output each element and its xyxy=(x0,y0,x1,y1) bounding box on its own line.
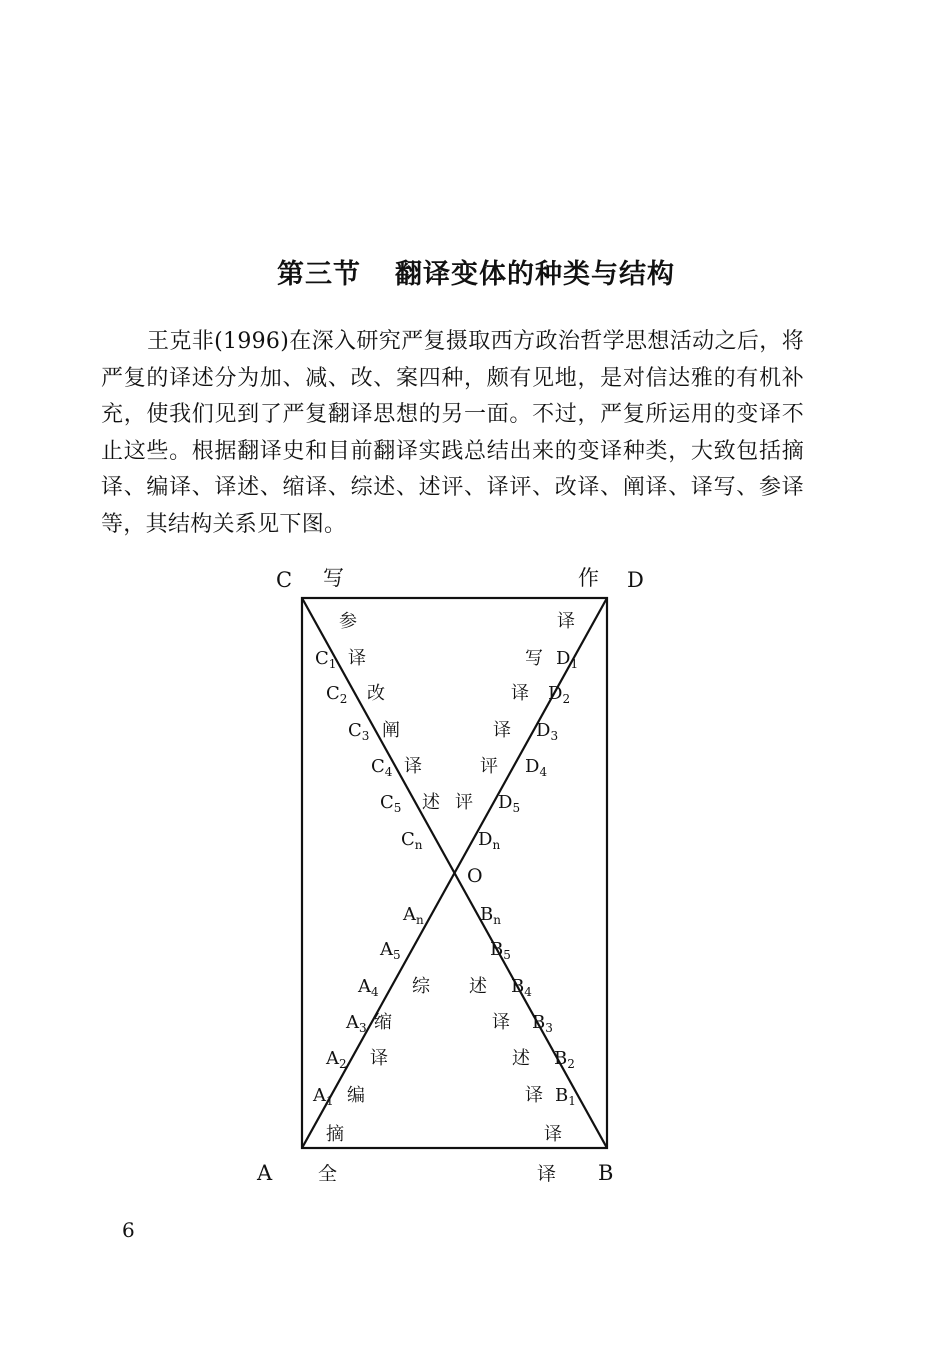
top-right-word: 作 xyxy=(578,566,599,590)
point-b5: $B_5$ xyxy=(490,939,511,962)
point-cn: $C_n$ xyxy=(401,829,423,852)
ul-word-1: 译 xyxy=(348,648,366,669)
point-d4: $D_4$ xyxy=(525,756,548,779)
lr-word-5: 译 xyxy=(544,1124,562,1145)
bottom-left-word: 全 xyxy=(318,1163,338,1185)
word-can: 参 xyxy=(339,611,357,632)
corner-d: D xyxy=(627,568,644,592)
lr-word-2: 译 xyxy=(492,1012,510,1033)
section-number: 第三节 xyxy=(277,259,361,290)
lr-word-4: 译 xyxy=(525,1085,543,1106)
ll-word-4: 编 xyxy=(347,1085,365,1106)
ur-word-2: 写 xyxy=(525,648,543,669)
point-a5: $A_5$ xyxy=(380,939,401,962)
center-o: O xyxy=(467,865,483,887)
ul-word-4: 译 xyxy=(404,756,422,777)
point-a2: $A_2$ xyxy=(326,1048,347,1071)
ur-word-4: 译 xyxy=(493,720,511,741)
lr-word-1: 述 xyxy=(469,976,487,997)
point-b4: $B_4$ xyxy=(511,976,532,999)
ul-word-5: 述 xyxy=(422,792,440,813)
page-number: 6 xyxy=(122,1218,135,1242)
point-c1: $C_1$ xyxy=(315,648,337,671)
point-c5: $C_5$ xyxy=(380,792,402,815)
point-d3: $D_3$ xyxy=(536,720,559,743)
point-c4: $C_4$ xyxy=(371,756,393,779)
body-paragraph: 王克非(1996)在深入研究严复摄取西方政治哲学思想活动之后，将严复的译述分为加、减、改、案四种，颇有见地，是对信达雅的有机补充，使我们见到了严复翻译思想的另一面。不过，严复所运用的变译不止这些。根据翻译史和目前翻译实践总结出来的变译种类，大致包括摘译、编译、译述、缩译、综述、述评、译评、改译、阐译、译写、参译等，其结构关系见下图。 xyxy=(101,329,804,537)
ur-word-1: 译 xyxy=(557,611,575,632)
section-title: 翻译变体的种类与结构 xyxy=(395,259,675,290)
ul-word-3: 阐 xyxy=(382,720,400,741)
corner-a: A xyxy=(257,1161,273,1185)
ll-word-3: 译 xyxy=(370,1048,388,1069)
point-d2: $D_2$ xyxy=(548,683,571,706)
point-b2: $B_2$ xyxy=(554,1048,575,1071)
ul-word-6: 评 xyxy=(455,792,473,813)
ll-word-5: 摘 xyxy=(326,1124,344,1145)
ll-word-1: 综 xyxy=(412,976,430,997)
ur-word-3: 译 xyxy=(511,683,529,704)
point-d1: $D_1$ xyxy=(556,648,579,671)
point-bn: $B_n$ xyxy=(480,904,501,927)
point-b3: $B_3$ xyxy=(532,1012,553,1035)
lr-word-3: 述 xyxy=(512,1048,530,1069)
ll-word-2: 缩 xyxy=(374,1012,392,1033)
point-a3: $A_3$ xyxy=(346,1012,367,1035)
point-c2: $C_2$ xyxy=(326,683,348,706)
point-d5: $D_5$ xyxy=(498,792,521,815)
point-an: $A_n$ xyxy=(403,904,424,927)
point-b1: $B_1$ xyxy=(555,1085,576,1108)
corner-b: B xyxy=(598,1161,614,1185)
corner-c: C xyxy=(276,568,293,592)
ul-word-2: 改 xyxy=(367,683,385,704)
point-a4: $A_4$ xyxy=(358,976,379,999)
point-a1: $A_1$ xyxy=(313,1085,334,1108)
bottom-right-word: 译 xyxy=(537,1163,557,1185)
top-left-word: 写 xyxy=(323,566,344,590)
point-dn: $D_n$ xyxy=(478,829,501,852)
ur-word-5: 评 xyxy=(480,756,498,777)
point-c3: $C_3$ xyxy=(348,720,370,743)
